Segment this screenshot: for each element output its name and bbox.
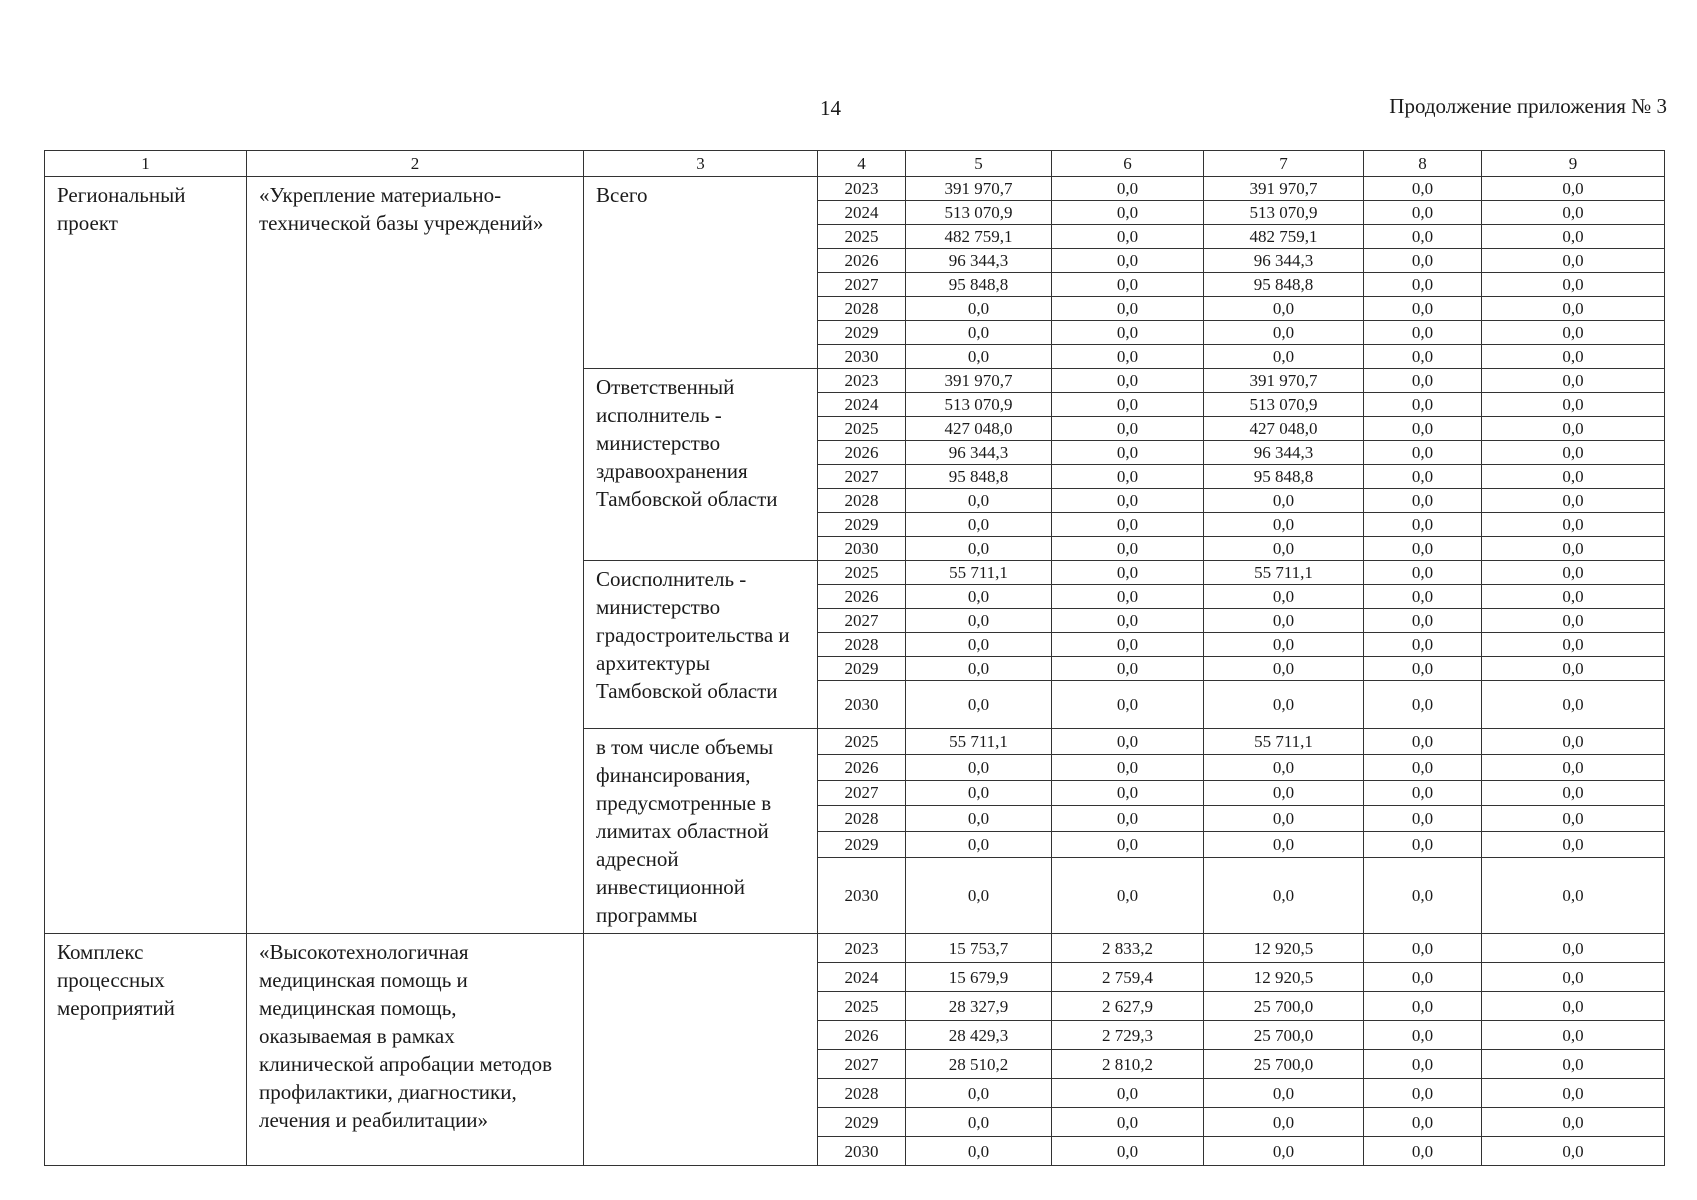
year-cell: 2023: [818, 177, 906, 201]
year-cell: 2029: [818, 321, 906, 345]
amount-cell: 0,0: [1052, 832, 1204, 858]
amount-cell: 0,0: [1482, 963, 1665, 992]
amount-cell: 0,0: [1364, 489, 1482, 513]
amount-cell: 0,0: [1204, 1079, 1364, 1108]
amount-cell: 0,0: [1052, 369, 1204, 393]
amount-cell: 0,0: [1364, 681, 1482, 729]
amount-cell: 0,0: [1204, 633, 1364, 657]
year-cell: 2026: [818, 754, 906, 780]
amount-cell: 0,0: [1482, 537, 1665, 561]
amount-cell: 55 711,1: [906, 561, 1052, 585]
amount-cell: 0,0: [1052, 177, 1204, 201]
amount-cell: 513 070,9: [906, 201, 1052, 225]
amount-cell: 2 833,2: [1052, 934, 1204, 963]
amount-cell: 28 510,2: [906, 1050, 1052, 1079]
amount-cell: 25 700,0: [1204, 1050, 1364, 1079]
amount-cell: 0,0: [906, 681, 1052, 729]
amount-cell: 0,0: [1482, 609, 1665, 633]
amount-cell: 482 759,1: [1204, 225, 1364, 249]
funding-source-cell: Всего: [584, 177, 818, 369]
section-type-cell: Комплекс процессных мероприятий: [45, 934, 247, 1166]
amount-cell: 0,0: [1364, 249, 1482, 273]
amount-cell: 0,0: [1482, 489, 1665, 513]
amount-cell: 0,0: [1364, 1137, 1482, 1166]
funding-table: [44, 150, 1665, 1166]
amount-cell: 0,0: [906, 780, 1052, 806]
amount-cell: 0,0: [1482, 393, 1665, 417]
amount-cell: 0,0: [1052, 225, 1204, 249]
amount-cell: 96 344,3: [1204, 249, 1364, 273]
amount-cell: 0,0: [1364, 633, 1482, 657]
year-cell: 2025: [818, 729, 906, 755]
amount-cell: 0,0: [1482, 561, 1665, 585]
amount-cell: 0,0: [906, 806, 1052, 832]
amount-cell: 95 848,8: [906, 273, 1052, 297]
page-number: 14: [820, 96, 841, 120]
amount-cell: 0,0: [1482, 729, 1665, 755]
amount-cell: 0,0: [906, 1137, 1052, 1166]
amount-cell: 96 344,3: [906, 441, 1052, 465]
column-header: 1: [45, 151, 247, 177]
amount-cell: 0,0: [1482, 754, 1665, 780]
section-name-cell: «Укрепление материально-технической базы учреждений»: [247, 177, 584, 934]
section-name-cell: «Высокотехнологичная медицинская помощь и медицинская помощь, оказываемая в рамках клинической апробации методов профилактики, диагностики, лечения и реабилитации»: [247, 934, 584, 1166]
year-cell: 2030: [818, 1137, 906, 1166]
amount-cell: 0,0: [1482, 417, 1665, 441]
amount-cell: 0,0: [1364, 992, 1482, 1021]
amount-cell: 0,0: [906, 537, 1052, 561]
amount-cell: 0,0: [906, 489, 1052, 513]
year-cell: 2030: [818, 681, 906, 729]
amount-cell: 0,0: [1364, 963, 1482, 992]
amount-cell: 0,0: [1364, 225, 1482, 249]
amount-cell: 0,0: [1052, 489, 1204, 513]
amount-cell: 0,0: [1364, 832, 1482, 858]
amount-cell: 0,0: [1482, 201, 1665, 225]
amount-cell: 0,0: [1482, 249, 1665, 273]
amount-cell: 0,0: [1364, 1021, 1482, 1050]
appendix-continuation-label: Продолжение приложения № 3: [1389, 94, 1667, 118]
amount-cell: 0,0: [1052, 465, 1204, 489]
amount-cell: 0,0: [1364, 1079, 1482, 1108]
amount-cell: 0,0: [1364, 806, 1482, 832]
amount-cell: 0,0: [906, 657, 1052, 681]
amount-cell: 15 679,9: [906, 963, 1052, 992]
column-header: 5: [906, 151, 1052, 177]
amount-cell: 0,0: [1052, 345, 1204, 369]
amount-cell: 0,0: [1052, 201, 1204, 225]
amount-cell: 0,0: [1052, 249, 1204, 273]
amount-cell: 0,0: [1052, 657, 1204, 681]
year-cell: 2029: [818, 1108, 906, 1137]
amount-cell: 0,0: [1482, 657, 1665, 681]
year-cell: 2028: [818, 633, 906, 657]
year-cell: 2025: [818, 561, 906, 585]
amount-cell: 0,0: [1364, 1050, 1482, 1079]
amount-cell: 0,0: [1482, 806, 1665, 832]
amount-cell: 0,0: [1052, 585, 1204, 609]
amount-cell: 55 711,1: [1204, 729, 1364, 755]
amount-cell: 0,0: [1482, 297, 1665, 321]
year-cell: 2024: [818, 963, 906, 992]
year-cell: 2026: [818, 585, 906, 609]
year-cell: 2026: [818, 249, 906, 273]
amount-cell: 0,0: [906, 513, 1052, 537]
amount-cell: 0,0: [906, 633, 1052, 657]
amount-cell: 0,0: [1364, 369, 1482, 393]
year-cell: 2023: [818, 934, 906, 963]
amount-cell: 0,0: [906, 754, 1052, 780]
amount-cell: 0,0: [1052, 806, 1204, 832]
amount-cell: 0,0: [1364, 780, 1482, 806]
column-header: 9: [1482, 151, 1665, 177]
amount-cell: 0,0: [1364, 1108, 1482, 1137]
year-cell: 2030: [818, 857, 906, 933]
amount-cell: 0,0: [1052, 561, 1204, 585]
amount-cell: 0,0: [1052, 780, 1204, 806]
amount-cell: 391 970,7: [906, 369, 1052, 393]
amount-cell: 0,0: [1052, 417, 1204, 441]
amount-cell: 2 627,9: [1052, 992, 1204, 1021]
year-cell: 2029: [818, 657, 906, 681]
column-header: 7: [1204, 151, 1364, 177]
amount-cell: 0,0: [1052, 609, 1204, 633]
amount-cell: 0,0: [906, 321, 1052, 345]
amount-cell: 12 920,5: [1204, 934, 1364, 963]
amount-cell: 0,0: [1204, 297, 1364, 321]
amount-cell: 0,0: [1052, 393, 1204, 417]
year-cell: 2027: [818, 609, 906, 633]
amount-cell: 0,0: [906, 1108, 1052, 1137]
amount-cell: 95 848,8: [906, 465, 1052, 489]
amount-cell: 0,0: [1364, 934, 1482, 963]
column-header: 2: [247, 151, 584, 177]
amount-cell: 0,0: [1364, 585, 1482, 609]
amount-cell: 0,0: [1204, 832, 1364, 858]
amount-cell: 0,0: [1482, 465, 1665, 489]
year-cell: 2023: [818, 369, 906, 393]
amount-cell: 513 070,9: [1204, 393, 1364, 417]
amount-cell: 0,0: [1204, 609, 1364, 633]
column-header: 6: [1052, 151, 1204, 177]
amount-cell: 0,0: [906, 297, 1052, 321]
amount-cell: 0,0: [1052, 1079, 1204, 1108]
amount-cell: 0,0: [1364, 465, 1482, 489]
year-cell: 2025: [818, 992, 906, 1021]
amount-cell: 0,0: [1482, 321, 1665, 345]
amount-cell: 0,0: [1052, 297, 1204, 321]
amount-cell: 0,0: [1364, 754, 1482, 780]
amount-cell: 0,0: [1204, 857, 1364, 933]
year-cell: 2027: [818, 273, 906, 297]
amount-cell: 0,0: [1204, 780, 1364, 806]
amount-cell: 25 700,0: [1204, 992, 1364, 1021]
amount-cell: 0,0: [1364, 201, 1482, 225]
year-cell: 2028: [818, 489, 906, 513]
amount-cell: 0,0: [1204, 754, 1364, 780]
amount-cell: 2 729,3: [1052, 1021, 1204, 1050]
amount-cell: 0,0: [1052, 273, 1204, 297]
amount-cell: 0,0: [906, 609, 1052, 633]
year-cell: 2029: [818, 513, 906, 537]
amount-cell: 427 048,0: [1204, 417, 1364, 441]
year-cell: 2028: [818, 1079, 906, 1108]
amount-cell: 0,0: [1052, 754, 1204, 780]
year-cell: 2025: [818, 225, 906, 249]
year-cell: 2026: [818, 1021, 906, 1050]
amount-cell: 0,0: [1482, 585, 1665, 609]
amount-cell: 0,0: [1482, 1137, 1665, 1166]
amount-cell: 391 970,7: [1204, 177, 1364, 201]
column-header: 4: [818, 151, 906, 177]
amount-cell: 55 711,1: [906, 729, 1052, 755]
amount-cell: 0,0: [1482, 369, 1665, 393]
year-cell: 2025: [818, 417, 906, 441]
amount-cell: 0,0: [1204, 537, 1364, 561]
amount-cell: 0,0: [1364, 513, 1482, 537]
amount-cell: 0,0: [1364, 857, 1482, 933]
amount-cell: 482 759,1: [906, 225, 1052, 249]
year-cell: 2030: [818, 345, 906, 369]
amount-cell: 0,0: [906, 1079, 1052, 1108]
amount-cell: 427 048,0: [906, 417, 1052, 441]
amount-cell: 0,0: [1204, 513, 1364, 537]
table-body: [45, 177, 1665, 1166]
year-cell: 2027: [818, 465, 906, 489]
year-cell: 2024: [818, 393, 906, 417]
amount-cell: 28 327,9: [906, 992, 1052, 1021]
amount-cell: 0,0: [1482, 345, 1665, 369]
amount-cell: 0,0: [1204, 657, 1364, 681]
year-cell: 2027: [818, 780, 906, 806]
amount-cell: 0,0: [1204, 345, 1364, 369]
amount-cell: 0,0: [1482, 513, 1665, 537]
amount-cell: 2 759,4: [1052, 963, 1204, 992]
amount-cell: 0,0: [1052, 321, 1204, 345]
amount-cell: 0,0: [1482, 780, 1665, 806]
amount-cell: 0,0: [1482, 633, 1665, 657]
amount-cell: 28 429,3: [906, 1021, 1052, 1050]
funding-source-cell: Ответственный исполнитель - министерство здравоохранения Тамбовской области: [584, 369, 818, 561]
amount-cell: 0,0: [906, 857, 1052, 933]
amount-cell: 0,0: [1364, 273, 1482, 297]
amount-cell: 0,0: [1482, 1108, 1665, 1137]
amount-cell: 0,0: [1052, 537, 1204, 561]
amount-cell: 0,0: [1052, 681, 1204, 729]
amount-cell: 95 848,8: [1204, 273, 1364, 297]
amount-cell: 0,0: [1364, 729, 1482, 755]
funding-source-cell: в том числе объемы финансирования, предусмотренные в лимитах областной адресной инвестиционной программы: [584, 729, 818, 934]
year-cell: 2026: [818, 441, 906, 465]
amount-cell: 0,0: [1052, 1108, 1204, 1137]
amount-cell: 513 070,9: [906, 393, 1052, 417]
year-cell: 2028: [818, 297, 906, 321]
section-type-cell: Региональный проект: [45, 177, 247, 934]
amount-cell: 0,0: [1052, 857, 1204, 933]
amount-cell: 0,0: [1052, 513, 1204, 537]
year-cell: 2024: [818, 201, 906, 225]
amount-cell: 0,0: [1204, 489, 1364, 513]
year-cell: 2029: [818, 832, 906, 858]
amount-cell: 0,0: [1204, 806, 1364, 832]
amount-cell: 96 344,3: [1204, 441, 1364, 465]
year-cell: 2028: [818, 806, 906, 832]
amount-cell: 2 810,2: [1052, 1050, 1204, 1079]
amount-cell: 391 970,7: [906, 177, 1052, 201]
amount-cell: 0,0: [1364, 609, 1482, 633]
amount-cell: 0,0: [1204, 681, 1364, 729]
amount-cell: 0,0: [1052, 441, 1204, 465]
amount-cell: 0,0: [1052, 729, 1204, 755]
amount-cell: 0,0: [1364, 345, 1482, 369]
column-header: 3: [584, 151, 818, 177]
amount-cell: 0,0: [1482, 1021, 1665, 1050]
amount-cell: 0,0: [1364, 417, 1482, 441]
year-cell: 2027: [818, 1050, 906, 1079]
amount-cell: 0,0: [1052, 633, 1204, 657]
amount-cell: 96 344,3: [906, 249, 1052, 273]
amount-cell: 0,0: [1482, 681, 1665, 729]
amount-cell: 0,0: [1482, 857, 1665, 933]
amount-cell: 0,0: [1364, 561, 1482, 585]
amount-cell: 0,0: [906, 832, 1052, 858]
table-row: [45, 934, 1665, 963]
amount-cell: 55 711,1: [1204, 561, 1364, 585]
amount-cell: 0,0: [1482, 441, 1665, 465]
amount-cell: 0,0: [1482, 992, 1665, 1021]
amount-cell: 0,0: [1482, 832, 1665, 858]
amount-cell: 0,0: [1204, 1137, 1364, 1166]
column-number-row: [45, 151, 1665, 177]
amount-cell: 0,0: [1364, 297, 1482, 321]
amount-cell: 0,0: [1482, 1079, 1665, 1108]
funding-source-cell: Соисполнитель - министерство градостроительства и архитектуры Тамбовской области: [584, 561, 818, 729]
amount-cell: 0,0: [1204, 1108, 1364, 1137]
amount-cell: 0,0: [1364, 393, 1482, 417]
amount-cell: 391 970,7: [1204, 369, 1364, 393]
amount-cell: 0,0: [1364, 321, 1482, 345]
amount-cell: 25 700,0: [1204, 1021, 1364, 1050]
amount-cell: 0,0: [1204, 585, 1364, 609]
year-cell: 2030: [818, 537, 906, 561]
amount-cell: 12 920,5: [1204, 963, 1364, 992]
amount-cell: 0,0: [906, 585, 1052, 609]
amount-cell: 0,0: [1364, 537, 1482, 561]
amount-cell: 0,0: [1482, 934, 1665, 963]
amount-cell: 513 070,9: [1204, 201, 1364, 225]
amount-cell: 0,0: [1482, 177, 1665, 201]
amount-cell: 95 848,8: [1204, 465, 1364, 489]
amount-cell: 0,0: [1052, 1137, 1204, 1166]
amount-cell: 0,0: [1482, 273, 1665, 297]
amount-cell: 0,0: [1482, 225, 1665, 249]
amount-cell: 0,0: [1482, 1050, 1665, 1079]
amount-cell: 0,0: [1364, 177, 1482, 201]
amount-cell: 0,0: [1364, 657, 1482, 681]
amount-cell: 0,0: [1204, 321, 1364, 345]
amount-cell: 0,0: [906, 345, 1052, 369]
funding-source-cell: [584, 934, 818, 1166]
table-row: [45, 177, 1665, 201]
amount-cell: 0,0: [1364, 441, 1482, 465]
amount-cell: 15 753,7: [906, 934, 1052, 963]
column-header: 8: [1364, 151, 1482, 177]
